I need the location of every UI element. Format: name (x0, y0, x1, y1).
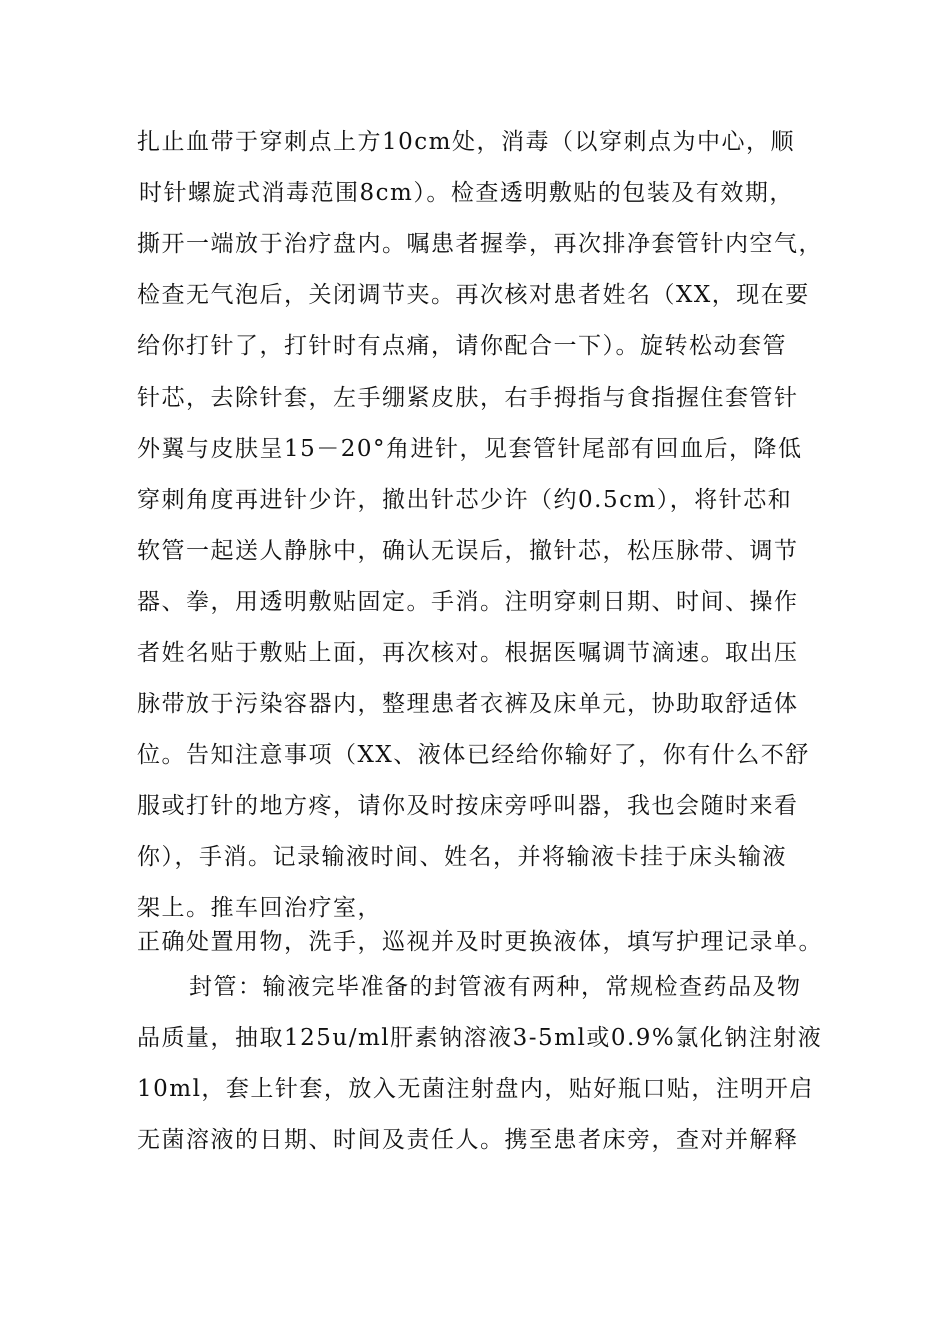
text-line-13: 位。告知注意事项（XX、液体已经给你输好了，你有什么不舒 (137, 742, 810, 768)
text-line-9: 软管一起送人静脉中，确认无误后，撤针芯，松压脉带、调节 (137, 538, 799, 564)
text-line-11: 者姓名贴于敷贴上面，再次核对。根据医嘱调节滴速。取出压 (137, 640, 799, 666)
text-line-5: 给你打针了，打针时有点痛，请你配合一下）。旋转松动套管 (137, 333, 787, 359)
paragraph-start-line: 封管：输液完毕准备的封管液有两种，常规检查药品及物 (189, 974, 802, 1000)
text-line-7: 外翼与皮肤呈15－20°角进针，见套管针尾部有回血后，降低 (137, 436, 803, 462)
text-line-6: 针芯，去除针套，左手绷紧皮肤，右手拇指与食指握住套管针 (137, 385, 799, 411)
text-line-14: 服或打针的地方疼，请你及时按床旁呼叫器，我也会随时来看 (137, 793, 799, 819)
text-line-8: 穿刺角度再进针少许，撤出针芯少许（约0.5cm），将针芯和 (137, 487, 793, 513)
text-line-3: 撕开一端放于治疗盘内。嘱患者握拳，再次排净套管针内空气， (137, 231, 823, 257)
text-line-16: 架上。推车回治疗室， (137, 895, 382, 921)
text-line-21: 无菌溶液的日期、时间及责任人。携至患者床旁，查对并解释 (137, 1127, 799, 1153)
text-line-17: 正确处置用物，洗手，巡视并及时更换液体，填写护理记录单。 (137, 929, 823, 955)
text-line-19: 品质量，抽取125u/ml肝素钠溶液3-5ml或0.9%氯化钠注射液 (137, 1025, 823, 1051)
text-line-10: 器、拳，用透明敷贴固定。手消。注明穿刺日期、时间、操作 (137, 589, 799, 615)
text-line-1: 扎止血带于穿刺点上方10cm处，消毒（以穿刺点为中心，顺 (137, 129, 795, 155)
text-line-12: 脉带放于污染容器内，整理患者衣裤及床单元，协助取舒适体 (137, 691, 799, 717)
text-line-20: 10ml，套上针套，放入无菌注射盘内，贴好瓶口贴，注明开启 (137, 1076, 814, 1102)
text-line-4: 检查无气泡后，关闭调节夹。再次核对患者姓名（XX，现在要 (137, 282, 810, 308)
text-line-15: 你），手消。记录输液时间、姓名，并将输液卡挂于床头输液 (137, 844, 787, 870)
text-line-2: 时针螺旋式消毒范围8cm）。检查透明敷贴的包装及有效期， (139, 180, 794, 206)
